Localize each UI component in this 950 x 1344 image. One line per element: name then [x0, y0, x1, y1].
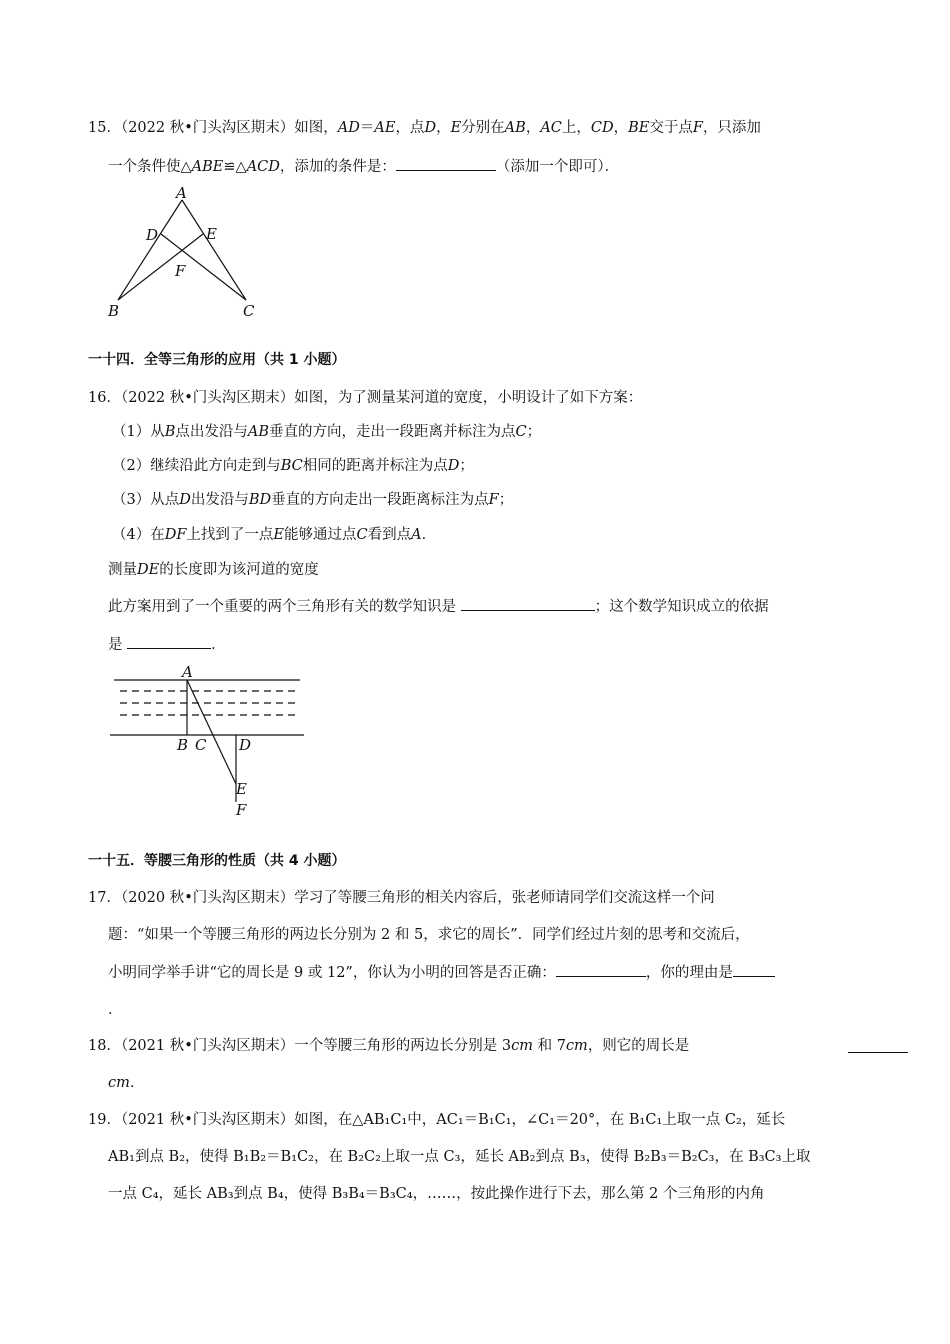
q16-number: 16．	[88, 390, 121, 406]
q16-step4: （4）在DF上找到了一点E能够通过点C看到点A．	[112, 527, 437, 543]
q18-line2: cm．	[108, 1075, 145, 1091]
q15-answer-blank[interactable]	[396, 156, 496, 171]
section-heading-14: 一十四．全等三角形的应用（共 1 小题）	[88, 352, 346, 368]
fig15-label-A: A	[176, 184, 187, 202]
fig15-label-D: D	[146, 226, 159, 244]
fig16-label-A: A	[182, 663, 193, 681]
fig16-label-E: E	[236, 780, 247, 798]
line-AE	[187, 680, 236, 784]
fig16-label-F: F	[236, 801, 247, 819]
line-AB	[118, 200, 182, 300]
q16-answer-blank-1[interactable]	[461, 596, 595, 611]
q16-question-line1: 此方案用到了一个重要的两个三角形有关的数学知识是 ；这个数学知识成立的依据	[108, 596, 769, 617]
q17-answer-blank-2[interactable]	[733, 962, 775, 977]
fig16-label-B: B	[177, 736, 189, 754]
q16-step2: （2）继续沿此方向走到与BC相同的距离并标注为点D；	[112, 458, 474, 474]
fig16-label-D: D	[239, 736, 252, 754]
q17-answer-blank-1[interactable]	[556, 962, 646, 977]
q18-answer-blank[interactable]	[848, 1038, 908, 1053]
q17-line4: ．	[108, 1002, 123, 1018]
line-AC	[182, 200, 246, 300]
q16-measure-line: 测量DE的长度即为该河道的宽度	[108, 562, 319, 578]
q19-number: 19．	[88, 1112, 121, 1128]
q19-line2: AB₁到点 B₂，使得 B₁B₂＝B₁C₂，在 B₂C₂上取一点 C₃，延长 AB₂到点 B₃，使得 B₂B₃＝B₂C₃，在 B₃C₃上取	[108, 1149, 811, 1165]
q15-line2: 一个条件使△ABE≌△ACD，添加的条件是： （添加一个即可）．	[108, 156, 619, 177]
q18-line1: 18．（2021 秋•门头沟区期末）一个等腰三角形的两边长分别是 3cm 和 7cm，则它的周长是	[88, 1038, 690, 1054]
q19-source: （2021 秋•门头沟区期末）	[120, 1112, 295, 1128]
fig15-label-C: C	[243, 302, 255, 320]
q16-answer-blank-2[interactable]	[127, 634, 211, 649]
q16-line1: 16．（2022 秋•门头沟区期末）如图，为了测量某河道的宽度，小明设计了如下方案：	[88, 390, 643, 406]
q15-figure	[100, 182, 270, 322]
q16-figure	[100, 660, 320, 820]
section-heading-15: 一十五．等腰三角形的性质（共 4 小题）	[88, 853, 346, 869]
q19-line3: 一点 C₄，延长 AB₃到点 B₄，使得 B₃B₄＝B₃C₄，……，按此操作进行下去，那么第 2 个三角形的内角	[108, 1186, 765, 1202]
q15-number: 15．	[88, 120, 121, 136]
fig15-label-B: B	[108, 302, 120, 320]
q16-source: （2022 秋•门头沟区期末）	[120, 390, 295, 406]
q16-question-line2: 是 ．	[108, 634, 226, 655]
q19-line1: 19．（2021 秋•门头沟区期末）如图，在△AB₁C₁中，AC₁＝B₁C₁，∠C₁＝20°，在 B₁C₁上取一点 C₂，延长	[88, 1112, 786, 1128]
fig15-label-E: E	[206, 225, 217, 243]
line-CD	[161, 234, 246, 300]
fig16-label-C: C	[195, 736, 207, 754]
line-BE	[118, 234, 203, 300]
q18-source: （2021 秋•门头沟区期末）	[120, 1038, 295, 1054]
q17-line1: 17．（2020 秋•门头沟区期末）学习了等腰三角形的相关内容后，张老师请同学们交流这样一个问	[88, 890, 715, 906]
fig15-label-F: F	[175, 262, 186, 280]
q18-number: 18．	[88, 1038, 121, 1054]
q16-step1: （1）从B点出发沿与AB垂直的方向，走出一段距离并标注为点C；	[112, 424, 542, 440]
q16-step3: （3）从点D出发沿与BD垂直的方向走出一段距离标注为点F；	[112, 492, 514, 508]
q17-number: 17．	[88, 890, 121, 906]
q15-source: （2022 秋•门头沟区期末）	[120, 120, 295, 136]
q15-line1: 15．（2022 秋•门头沟区期末）如图，AD＝AE，点D，E分别在AB，AC上，CD，BE交于点F，只添加	[88, 120, 761, 136]
q17-source: （2020 秋•门头沟区期末）	[120, 890, 295, 906]
q17-line3: 小明同学举手讲“它的周长是 9 或 12”，你认为小明的回答是否正确： ，你的理由是	[108, 962, 775, 983]
q17-line2: 题：“如果一个等腰三角形的两边长分别为 2 和 5，求它的周长”．同学们经过片刻的思考和交流后，	[108, 927, 750, 943]
